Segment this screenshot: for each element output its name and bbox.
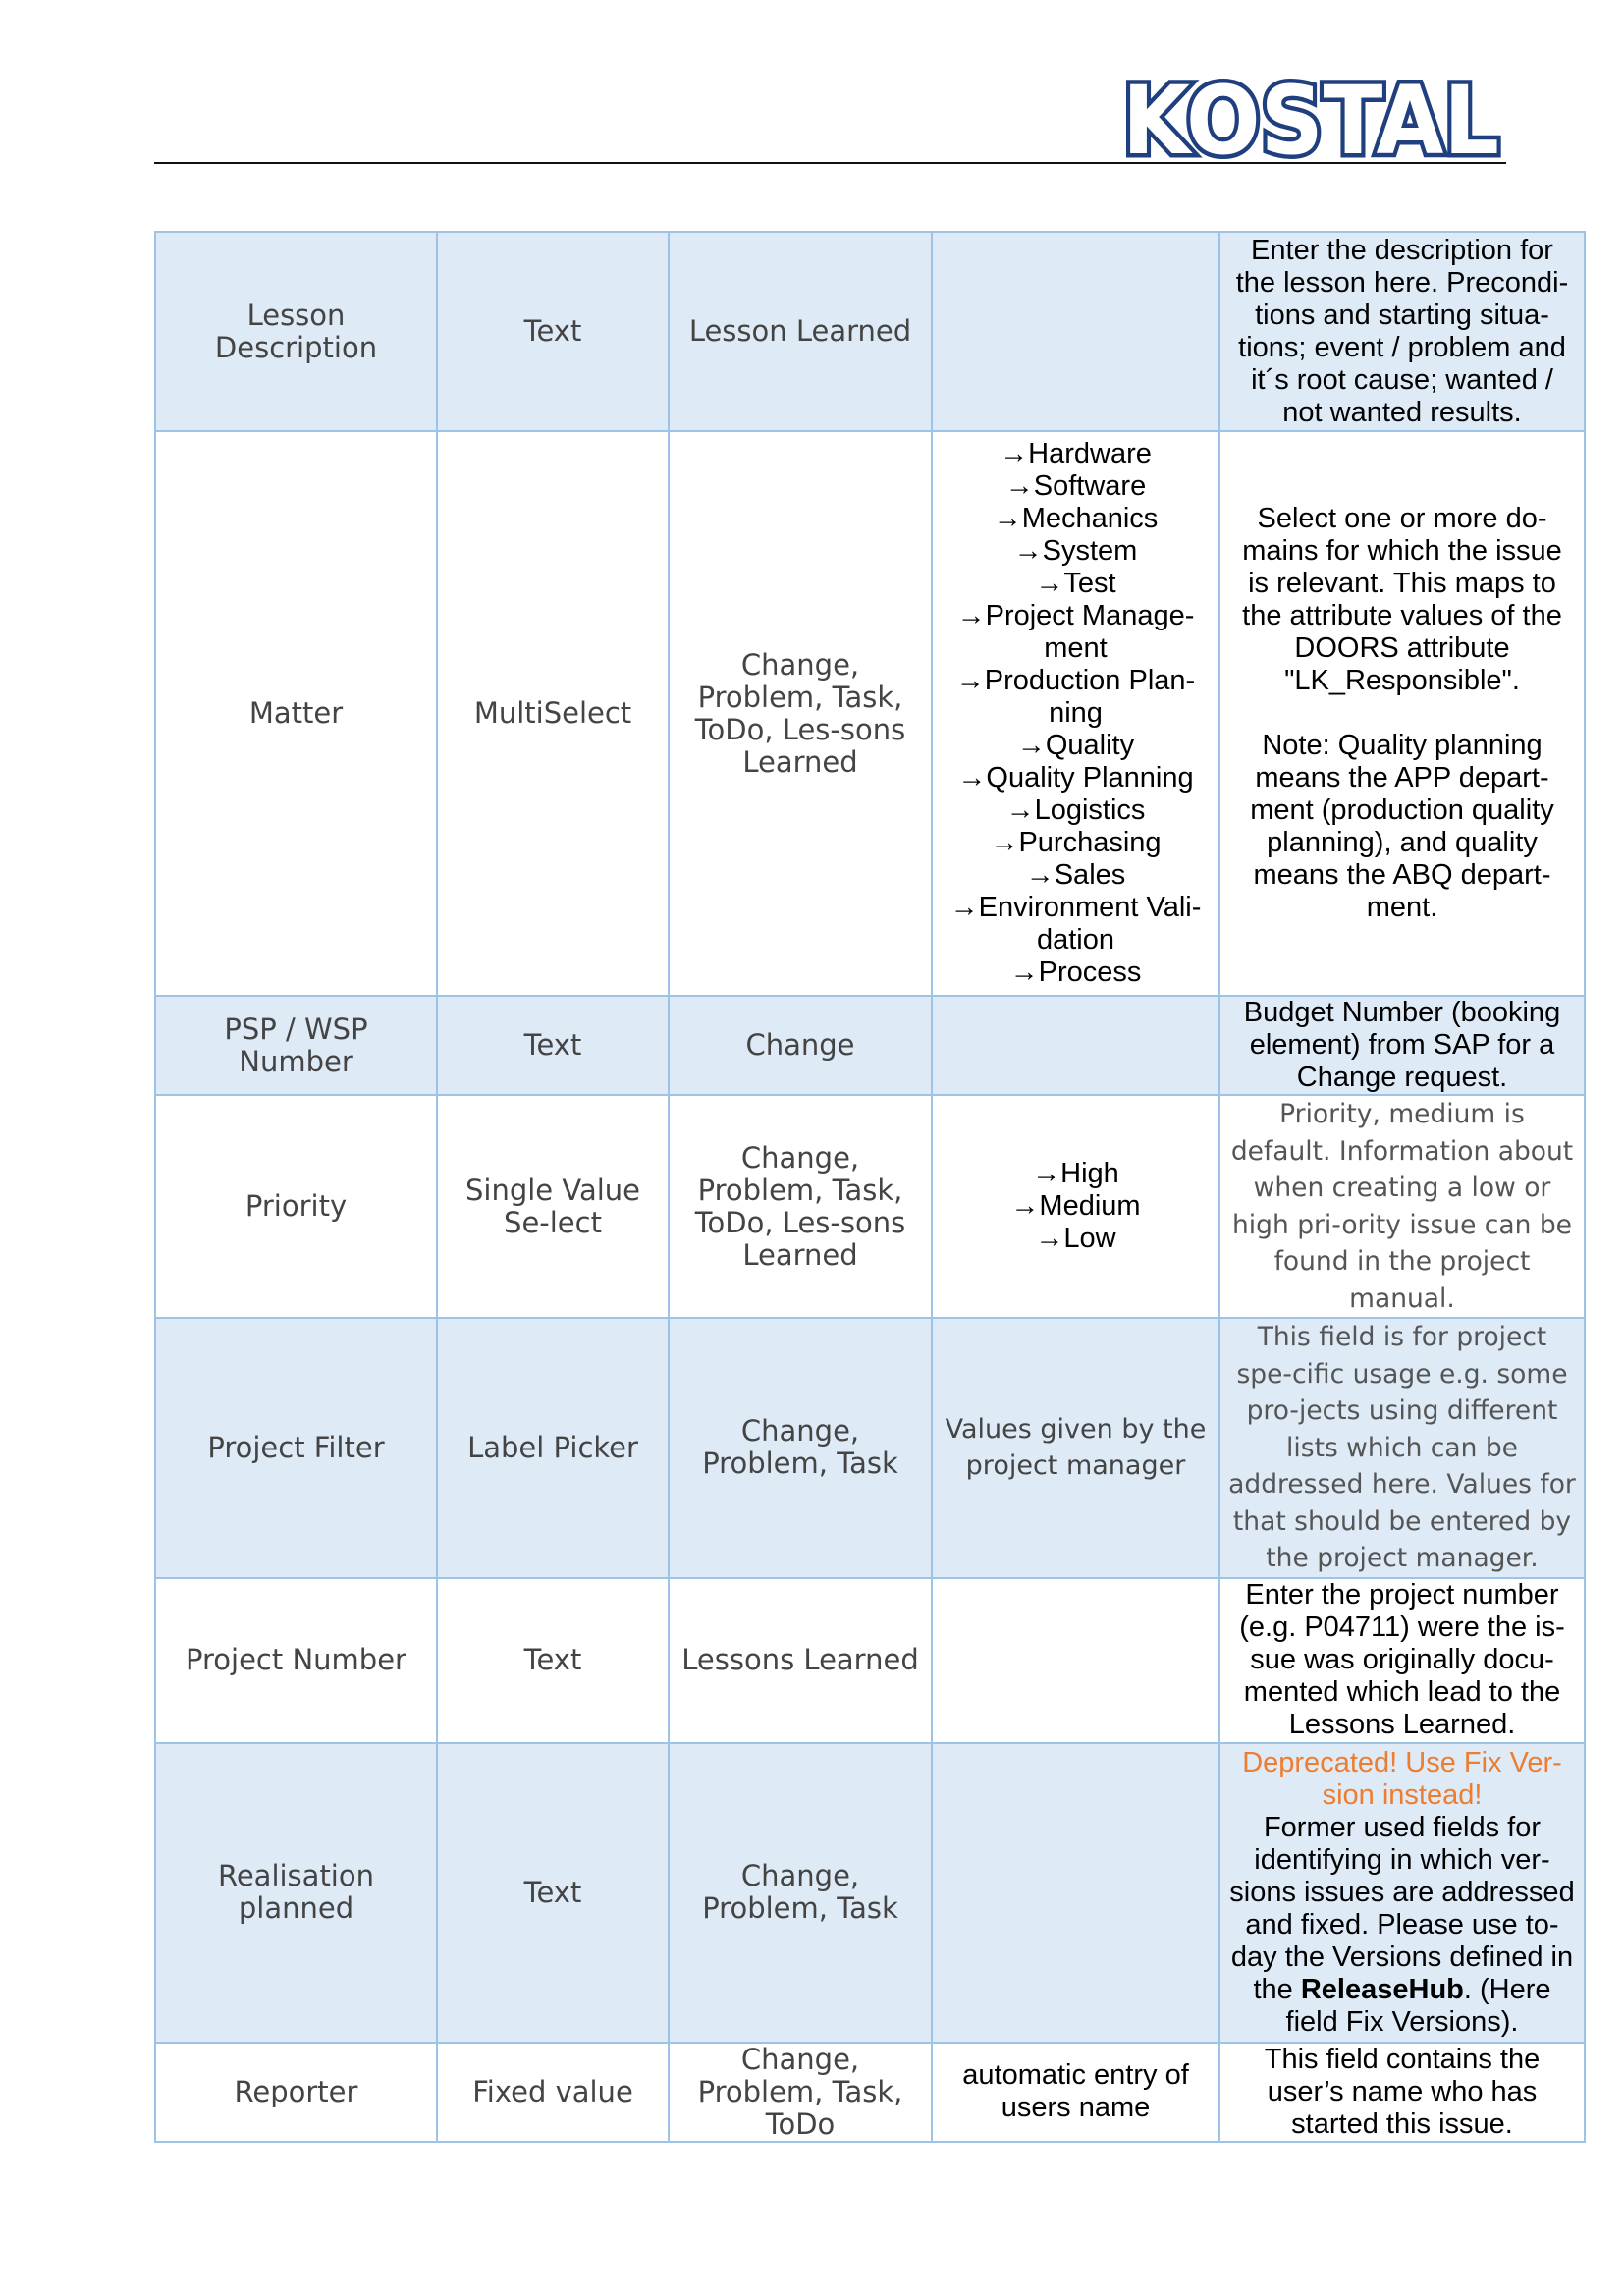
values-cell: automatic entry of users name bbox=[932, 2043, 1219, 2142]
description-cell: This field contains the user’s name who has started this issue. bbox=[1219, 2043, 1585, 2142]
table-row bbox=[155, 2043, 1585, 2142]
description-cell bbox=[1219, 1743, 1585, 2043]
values-cell bbox=[932, 232, 1219, 431]
table-row bbox=[155, 1318, 1585, 1578]
field-type-cell: Text bbox=[437, 1743, 669, 2043]
issue-types-cell: Change, Problem, Task, ToDo, Les-sons Learned bbox=[669, 431, 932, 996]
table-row bbox=[155, 1743, 1585, 2043]
field-table bbox=[154, 231, 1586, 2143]
field-name-cell: Project Number bbox=[155, 1578, 437, 1743]
description-note: Note: Quality planning means the APP depart-ment (production quality planning), and quality means the ABQ depart-ment. bbox=[1250, 730, 1554, 923]
value-item: →Process bbox=[1009, 957, 1142, 988]
issue-types-cell: Lessons Learned bbox=[669, 1578, 932, 1743]
table-row bbox=[155, 431, 1585, 996]
issue-types-cell: Change, Problem, Task, ToDo, Les-sons Learned bbox=[669, 1095, 932, 1318]
kostal-logo-text: KOSTAL bbox=[1122, 79, 1499, 163]
field-name-cell: Priority bbox=[155, 1095, 437, 1318]
value-item: →Logistics bbox=[1005, 794, 1146, 826]
field-name-cell: Project Filter bbox=[155, 1318, 437, 1578]
table-row bbox=[155, 1095, 1585, 1318]
description-cell bbox=[1219, 431, 1585, 996]
description-cell: This field is for project spe-cific usage e.g. some pro-jects using different lists which can be addressed here. Values for that should be entered by the project manager. bbox=[1219, 1318, 1585, 1578]
value-item: →Purchasing bbox=[990, 827, 1162, 858]
values-cell bbox=[932, 1578, 1219, 1743]
deprecation-warning: Deprecated! Use Fix Ver-sion instead! bbox=[1242, 1746, 1562, 1811]
paragraph-gap bbox=[1228, 697, 1576, 730]
issue-types-cell: Change bbox=[669, 996, 932, 1095]
values-cell bbox=[932, 431, 1219, 996]
description-cell: Budget Number (booking element) from SAP for a Change request. bbox=[1219, 996, 1585, 1095]
issue-types-cell: Lesson Learned bbox=[669, 232, 932, 431]
field-name-cell: PSP / WSP Number bbox=[155, 996, 437, 1095]
value-item: →Environment Vali-dation bbox=[949, 892, 1202, 956]
values-cell bbox=[932, 1095, 1219, 1318]
value-item: →Quality Planning bbox=[957, 762, 1194, 793]
issue-types-cell: Change, Problem, Task, ToDo bbox=[669, 2043, 932, 2142]
value-item: →Software bbox=[1004, 470, 1147, 502]
releasehub-term: ReleaseHub bbox=[1300, 1973, 1464, 2005]
header-rule bbox=[154, 162, 1506, 164]
field-type-cell: Label Picker bbox=[437, 1318, 669, 1578]
description-cell: Enter the description for the lesson here. Precondi-tions and starting situa-tions; event / problem and it´s root cause; wanted / not wanted results. bbox=[1219, 232, 1585, 431]
field-type-cell: Text bbox=[437, 1578, 669, 1743]
values-cell: Values given by the project manager bbox=[932, 1318, 1219, 1578]
description-text-end: . (Here field Fix Versions). bbox=[1285, 1973, 1551, 2038]
description-cell: Enter the project number (e.g. P04711) were the is-sue was originally docu-mented which lead to the Lessons Learned. bbox=[1219, 1578, 1585, 1743]
issue-types-cell: Change, Problem, Task bbox=[669, 1743, 932, 2043]
kostal-logo bbox=[1119, 79, 1502, 163]
value-item: →Test bbox=[1035, 568, 1116, 599]
field-type-cell: Fixed value bbox=[437, 2043, 669, 2142]
description-cell: Priority, medium is default. Information about when creating a low or high pri-ority issue can be found in the project manual. bbox=[1219, 1095, 1585, 1318]
field-type-cell: MultiSelect bbox=[437, 431, 669, 996]
description-text: Select one or more do-mains for which the issue is relevant. This maps to the attribute values of the DOORS attribute "LK_Responsible". bbox=[1242, 503, 1562, 696]
value-item: →Production Plan-ning bbox=[955, 665, 1196, 729]
value-item: →Medium bbox=[1010, 1190, 1141, 1222]
field-name-cell: Matter bbox=[155, 431, 437, 996]
description-text: Former used fields for identifying in which ver-sions issues are addressed and fixed. Please use to-day the Versions defined in the bbox=[1229, 1811, 1575, 2005]
value-item: →Hardware bbox=[1000, 438, 1152, 469]
field-type-cell: Text bbox=[437, 996, 669, 1095]
value-item: →High bbox=[1032, 1158, 1119, 1189]
table-row bbox=[155, 1578, 1585, 1743]
field-name-cell: Reporter bbox=[155, 2043, 437, 2142]
values-cell bbox=[932, 1743, 1219, 2043]
value-item: →Mechanics bbox=[993, 503, 1159, 534]
table-row bbox=[155, 232, 1585, 431]
value-item: →Sales bbox=[1025, 859, 1126, 891]
field-type-cell: Single Value Se-lect bbox=[437, 1095, 669, 1318]
field-name-cell: Realisation planned bbox=[155, 1743, 437, 2043]
issue-types-cell: Change, Problem, Task bbox=[669, 1318, 932, 1578]
field-name-cell: Lesson Description bbox=[155, 232, 437, 431]
value-item: →Quality bbox=[1016, 730, 1135, 761]
value-item: →Low bbox=[1035, 1223, 1116, 1254]
value-item: →System bbox=[1013, 535, 1138, 567]
values-cell bbox=[932, 996, 1219, 1095]
field-type-cell: Text bbox=[437, 232, 669, 431]
value-item: →Project Manage-ment bbox=[956, 600, 1195, 664]
table-row bbox=[155, 996, 1585, 1095]
